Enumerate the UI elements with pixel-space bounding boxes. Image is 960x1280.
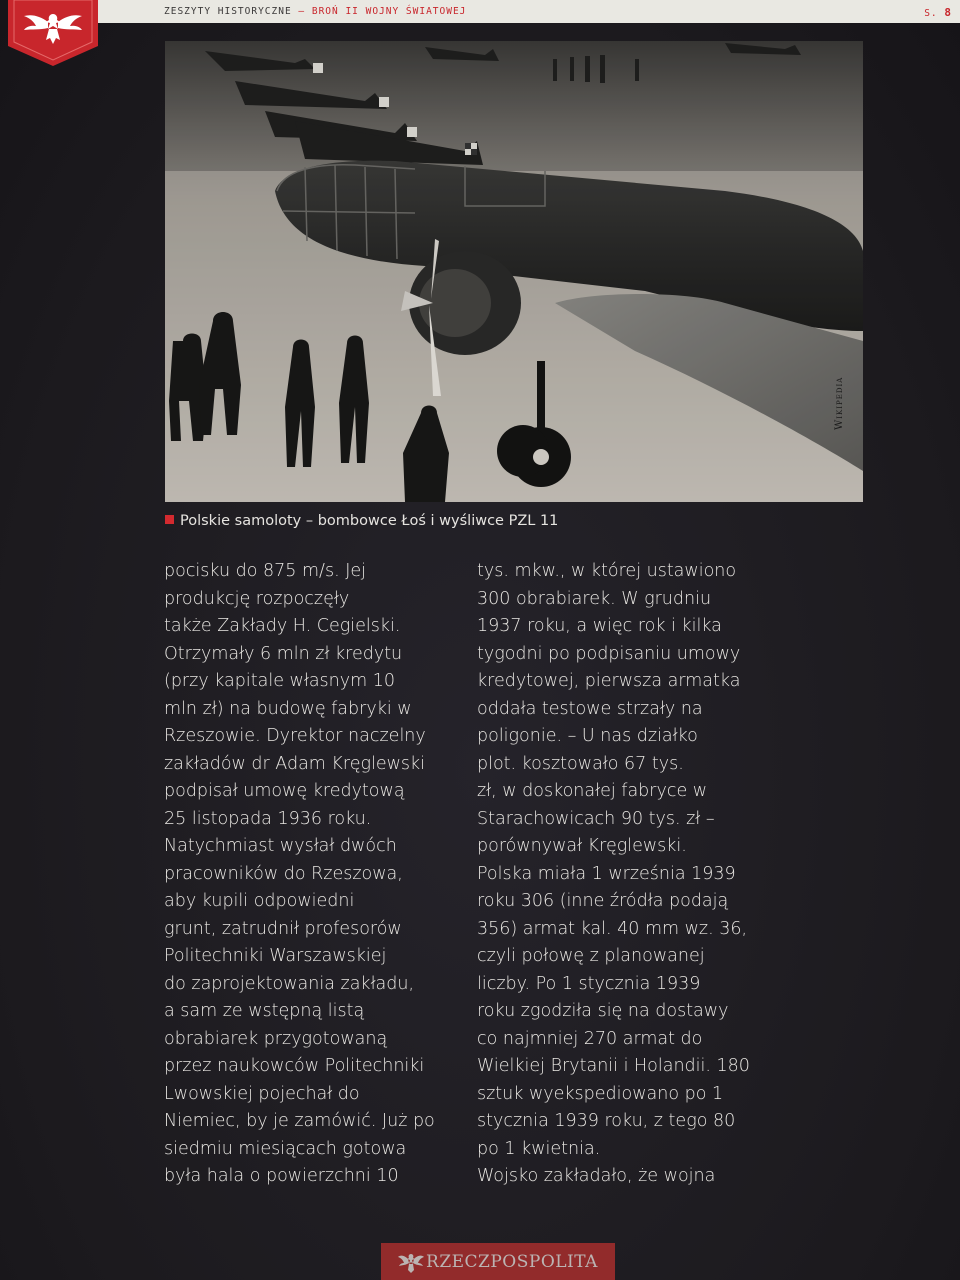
- series-topic: BROŃ II WOJNY ŚWIATOWEJ: [311, 6, 467, 17]
- header-title: [164, 6, 466, 17]
- text-line: po 1 kwietnia.: [477, 1138, 601, 1159]
- caption-text: Polskie samoloty – bombowce Łoś i wyśliwce PZL 11: [180, 513, 559, 529]
- text-line: oddała testowe strzały na: [477, 698, 703, 719]
- text-line: 300 obrabiarek. W grudniu: [477, 588, 712, 609]
- text-line: Polska miała 1 września 1939: [477, 863, 736, 884]
- text-column-left: [164, 558, 435, 1191]
- text-line: sztuk wyekspediowano po 1: [477, 1083, 724, 1104]
- caption-bullet-icon: [165, 515, 174, 524]
- text-line: 356) armat kal. 40 mm wz. 36,: [477, 918, 748, 939]
- text-line: roku zgodziła się na dostawy: [477, 1001, 729, 1021]
- text-line: co najmniej 270 armat do: [477, 1028, 703, 1049]
- text-line: podpisał umowę kredytową: [164, 781, 405, 801]
- text-line: także Zakłady H. Cegielski.: [164, 616, 401, 636]
- text-line: Natychmiast wysłał dwóch: [164, 836, 397, 856]
- text-line: roku 306 (inne źródła podają: [477, 891, 729, 911]
- text-line: obrabiarek przygotowaną: [164, 1028, 388, 1049]
- text-line: Rzeszowie. Dyrektor naczelny: [164, 726, 426, 746]
- text-line: pocisku do 875 m/s. Jej: [164, 561, 366, 581]
- aircraft-photo: [165, 41, 863, 502]
- text-line: do zaprojektowania zakładu,: [164, 973, 415, 994]
- text-line: Wielkiej Brytanii i Holandii. 180: [477, 1056, 750, 1076]
- page-number-value: 8: [944, 6, 952, 19]
- text-line: liczby. Po 1 stycznia 1939: [477, 973, 701, 994]
- text-line: tys. mkw., w której ustawiono: [477, 561, 737, 581]
- text-line: Otrzymały 6 mln zł kredytu: [164, 643, 403, 664]
- eagle-icon: [8, 0, 98, 66]
- text-line: stycznia 1939 roku, z tego 80: [477, 1111, 736, 1131]
- series-name: ZESZYTY HISTORYCZNE: [164, 6, 292, 17]
- text-line: aby kupili odpowiedni: [164, 891, 355, 911]
- text-line: zł, w doskonałej fabryce w: [477, 781, 708, 801]
- text-line: produkcję rozpoczęły: [164, 588, 350, 609]
- publisher-name: RZECZPOSPOLITA: [426, 1251, 598, 1272]
- text-line: plot. kosztowało 67 tys.: [477, 753, 684, 774]
- photo-credit: Wikipedia: [834, 376, 845, 430]
- text-line: mln zł) na budowę fabryki w: [164, 698, 412, 719]
- text-line: była hala o powierzchni 10: [164, 1166, 399, 1186]
- text-line: zakładów dr Adam Kręglewski: [164, 753, 426, 774]
- eagle-logo-icon: [398, 1251, 424, 1273]
- text-line: Wojsko zakładało, że wojna: [477, 1166, 716, 1186]
- photo-caption: [165, 513, 558, 529]
- page-prefix: S.: [924, 8, 938, 19]
- text-line: Politechniki Warszawskiej: [164, 946, 387, 966]
- text-line: siedmiu miesiącach gotowa: [164, 1138, 407, 1159]
- text-line: tygodni po podpisaniu umowy: [477, 643, 741, 664]
- text-line: porównywał Kręglewski.: [477, 836, 687, 856]
- text-line: przez naukowców Politechniki: [164, 1056, 425, 1076]
- text-line: grunt, zatrudnił profesorów: [164, 918, 402, 939]
- text-line: (przy kapitale własnym 10: [164, 671, 395, 691]
- text-line: poligonie. – U nas działko: [477, 726, 698, 746]
- publisher-logo: [381, 1243, 615, 1280]
- text-line: 1937 roku, a więc rok i kilka: [477, 616, 722, 636]
- text-line: Niemiec, by je zamówić. Już po: [164, 1111, 435, 1131]
- header-separator: –: [291, 6, 312, 17]
- text-line: Starachowicach 90 tys. zł –: [477, 808, 715, 829]
- text-line: Lwowskiej pojechał do: [164, 1083, 360, 1104]
- text-line: a sam ze wstępną listą: [164, 1001, 365, 1021]
- page-number: [924, 6, 952, 19]
- text-line: 25 listopada 1936 roku.: [164, 808, 372, 829]
- text-line: czyli połowę z planowanej: [477, 946, 705, 966]
- text-line: kredytowej, pierwsza armatka: [477, 671, 741, 691]
- text-column-right: [477, 558, 750, 1191]
- text-line: pracowników do Rzeszowa,: [164, 863, 403, 884]
- eagle-badge: [8, 0, 98, 66]
